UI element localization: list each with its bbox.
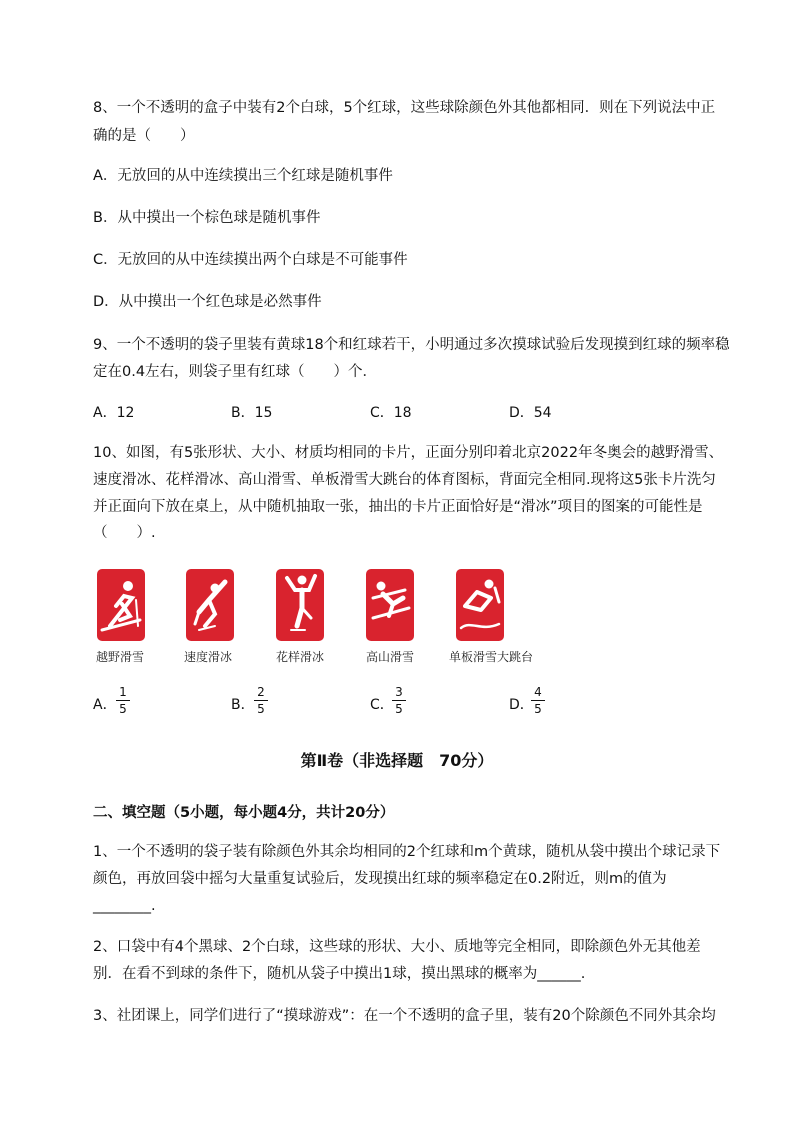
q8-stem-line2: 确的是（ ） [93, 128, 195, 144]
q10-option-d-letter: D． [509, 697, 534, 713]
denominator: 5 [119, 702, 127, 716]
denominator: 5 [257, 702, 265, 716]
q9-stem-line1: 9、一个不透明的袋子里装有黄球18个和红球若干，小明通过多次摸球试验后发现摸到红球的频率稳 [93, 337, 730, 353]
q10-option-c-letter: C． [370, 697, 394, 713]
numerator: 4 [531, 686, 545, 701]
q10-option-b-letter: B． [231, 697, 255, 713]
cross-country-skiing-icon [96, 568, 146, 642]
fill2-line1: 2、口袋中有4个黑球、2个白球，这些球的形状、大小、质地等完全相同，即除颜色外无其他差 [93, 939, 701, 955]
q9-option-c: C．18 [370, 405, 412, 421]
q9-option-b: B．15 [231, 405, 273, 421]
q10-option-d-fraction [531, 686, 545, 715]
q9-stem-line2: 定在0.4左右，则袋子里有红球（ ）个． [93, 364, 378, 380]
q9-option-d: D．54 [509, 405, 552, 421]
icon-label-speed-skating: 速度滑冰 [184, 650, 233, 664]
figure-skating-icon [275, 568, 325, 642]
numerator: 2 [254, 686, 268, 701]
q8-option-b: B．从中摸出一个棕色球是随机事件 [93, 210, 321, 226]
q10-stem-line4: （ ）. [93, 525, 156, 541]
icon-label-snowboard: 单板滑雪大跳台 [449, 650, 534, 664]
fill1-line3: ________. [93, 898, 156, 914]
q8-option-a: A．无放回的从中连续摸出三个红球是随机事件 [93, 168, 393, 184]
q8-stem-line1: 8、一个不透明的盒子中装有2个白球，5个红球，这些球除颜色外其他都相同．则在下列说法中正 [93, 100, 716, 116]
q8-option-c: C．无放回的从中连续摸出两个白球是不可能事件 [93, 252, 408, 268]
snowboard-big-air-icon [455, 568, 505, 642]
q8-option-d: D．从中摸出一个红色球是必然事件 [93, 294, 322, 310]
fill2-line2: 别．在看不到球的条件下，随机从袋子中摸出1球，摸出黑球的概率为______. [93, 966, 586, 982]
denominator: 5 [395, 702, 403, 716]
icon-label-alpine-skiing: 高山滑雪 [366, 650, 415, 664]
speed-skating-icon [185, 568, 235, 642]
alpine-skiing-icon [365, 568, 415, 642]
section-title: 第Ⅱ卷（非选择题 70分） [300, 751, 494, 770]
q10-option-a-fraction [116, 686, 130, 715]
q10-stem-line1: 10、如图，有5张形状、大小、材质均相同的卡片，正面分别印着北京2022年冬奥会的越野滑雪、 [93, 445, 724, 461]
q9-option-a: A．12 [93, 405, 135, 421]
icon-label-figure-skating: 花样滑冰 [276, 650, 325, 664]
numerator: 3 [392, 686, 406, 701]
fill3-line1: 3、社团课上，同学们进行了“摸球游戏”：在一个不透明的盒子里，装有20个除颜色不同外其余均 [93, 1008, 716, 1024]
denominator: 5 [534, 702, 542, 716]
fill1-line1: 1、一个不透明的袋子装有除颜色外其余均相同的2个红球和m个黄球，随机从袋中摸出个球记录下 [93, 844, 721, 860]
q10-option-c-fraction [392, 686, 406, 715]
fill1-line2: 颜色，再放回袋中摇匀大量重复试验后，发现摸出红球的频率稳定在0.2附近，则m的值为 [93, 871, 667, 887]
q10-stem-line2: 速度滑冰、花样滑冰、高山滑雪、单板滑雪大跳台的体育图标，背面完全相同.现将这5张卡片洗匀 [93, 472, 716, 488]
q10-option-a-letter: A． [93, 697, 117, 713]
q10-stem-line3: 并正面向下放在桌上，从中随机抽取一张，抽出的卡片正面恰好是“滑冰”项目的图案的可能性是 [93, 499, 703, 515]
numerator: 1 [116, 686, 130, 701]
icon-label-cross-country: 越野滑雪 [96, 650, 145, 664]
q10-option-b-fraction [254, 686, 268, 715]
section-subtitle: 二、填空题（5小题，每小题4分，共计20分） [93, 805, 395, 821]
